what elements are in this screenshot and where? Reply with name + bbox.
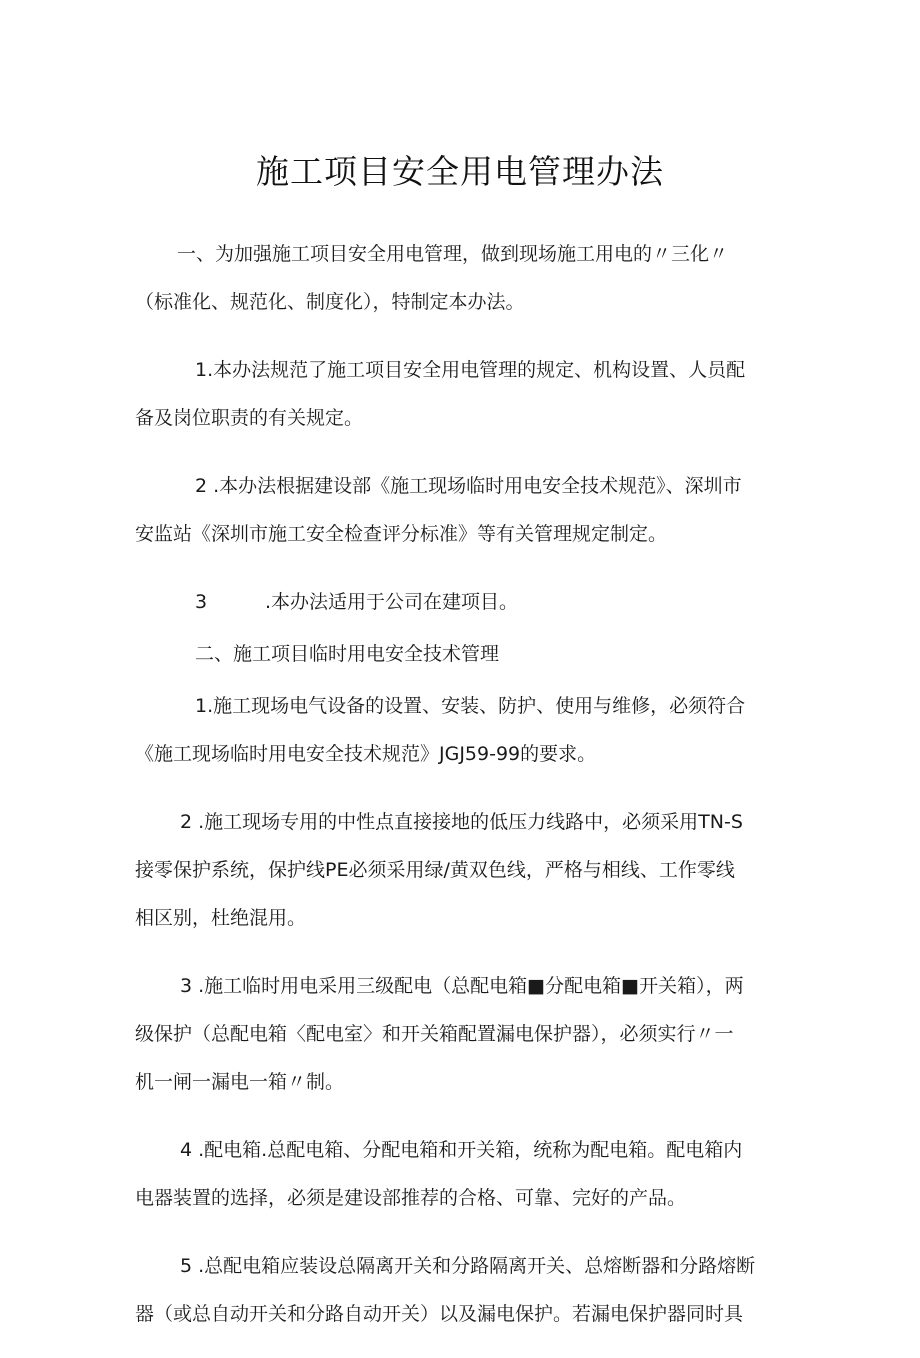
paragraph-line: 3 .施工临时用电采用三级配电（总配电箱■分配电箱■开关箱），两 bbox=[180, 975, 744, 997]
paragraph bbox=[135, 346, 787, 442]
paragraph-line: 一、为加强施工项目安全用电管理，做到现场施工用电的〃三化〃 bbox=[177, 243, 729, 265]
paragraph-line: 安监站《深圳市施工安全检查评分标准》等有关管理规定制定。 bbox=[135, 523, 668, 545]
paragraph-line: 1.本办法规范了施工项目安全用电管理的规定、机构设置、人员配 bbox=[195, 359, 746, 381]
paragraph-line: 4 .配电箱.总配电箱、分配电箱和开关箱，统称为配电箱。配电箱内 bbox=[180, 1139, 743, 1161]
paragraph-line: 二、施工项目临时用电安全技术管理 bbox=[195, 643, 500, 665]
paragraph bbox=[135, 682, 787, 778]
paragraph-line bbox=[135, 578, 787, 626]
paragraph bbox=[135, 798, 787, 942]
paragraph-line: （标准化、规范化、制度化），特制定本办法。 bbox=[135, 291, 525, 313]
paragraph-line: 备及岗位职责的有关规定。 bbox=[135, 407, 364, 429]
paragraph bbox=[135, 1126, 787, 1222]
document-body bbox=[135, 230, 787, 1358]
paragraph-line: 机一闸一漏电一箱〃制。 bbox=[135, 1071, 345, 1093]
document-title: 施工项目安全用电管理办法 bbox=[256, 152, 664, 191]
item-number: 3 bbox=[195, 591, 208, 613]
paragraph bbox=[135, 462, 787, 558]
section-heading bbox=[135, 630, 787, 678]
paragraph bbox=[135, 578, 787, 626]
paragraph-line: 电器装置的选择，必须是建设部推荐的合格、可靠、完好的产品。 bbox=[135, 1187, 687, 1209]
paragraph-line: 1.施工现场电气设备的设置、安装、防护、使用与维修，必须符合 bbox=[195, 695, 746, 717]
paragraph-line: 接零保护系统，保护线PE必须采用绿/黄双色线，严格与相线、工作零线 bbox=[135, 859, 735, 881]
paragraph-text: .本办法适用于公司在建项目。 bbox=[265, 591, 519, 613]
paragraph-line: 5 .总配电箱应装设总隔离开关和分路隔离开关、总熔断器和分路熔断 bbox=[180, 1255, 756, 1277]
paragraph bbox=[135, 962, 787, 1106]
paragraph-line: 2 .施工现场专用的中性点直接接地的低压力线路中，必须采用TN-S bbox=[180, 811, 743, 833]
paragraph-line: 2 .本办法根据建设部《施工现场临时用电安全技术规范》、深圳市 bbox=[195, 475, 742, 497]
paragraph bbox=[135, 230, 787, 326]
paragraph-line: 相区别，杜绝混用。 bbox=[135, 907, 307, 929]
paragraph-line: 《施工现场临时用电安全技术规范》JGJ59-99的要求。 bbox=[135, 743, 597, 765]
paragraph bbox=[135, 1242, 787, 1338]
paragraph-line: 级保护（总配电箱〈配电室〉和开关箱配置漏电保护器），必须实行〃一 bbox=[135, 1023, 734, 1045]
paragraph-line: 器（或总自动开关和分路自动开关）以及漏电保护。若漏电保护器同时具 bbox=[135, 1303, 744, 1325]
